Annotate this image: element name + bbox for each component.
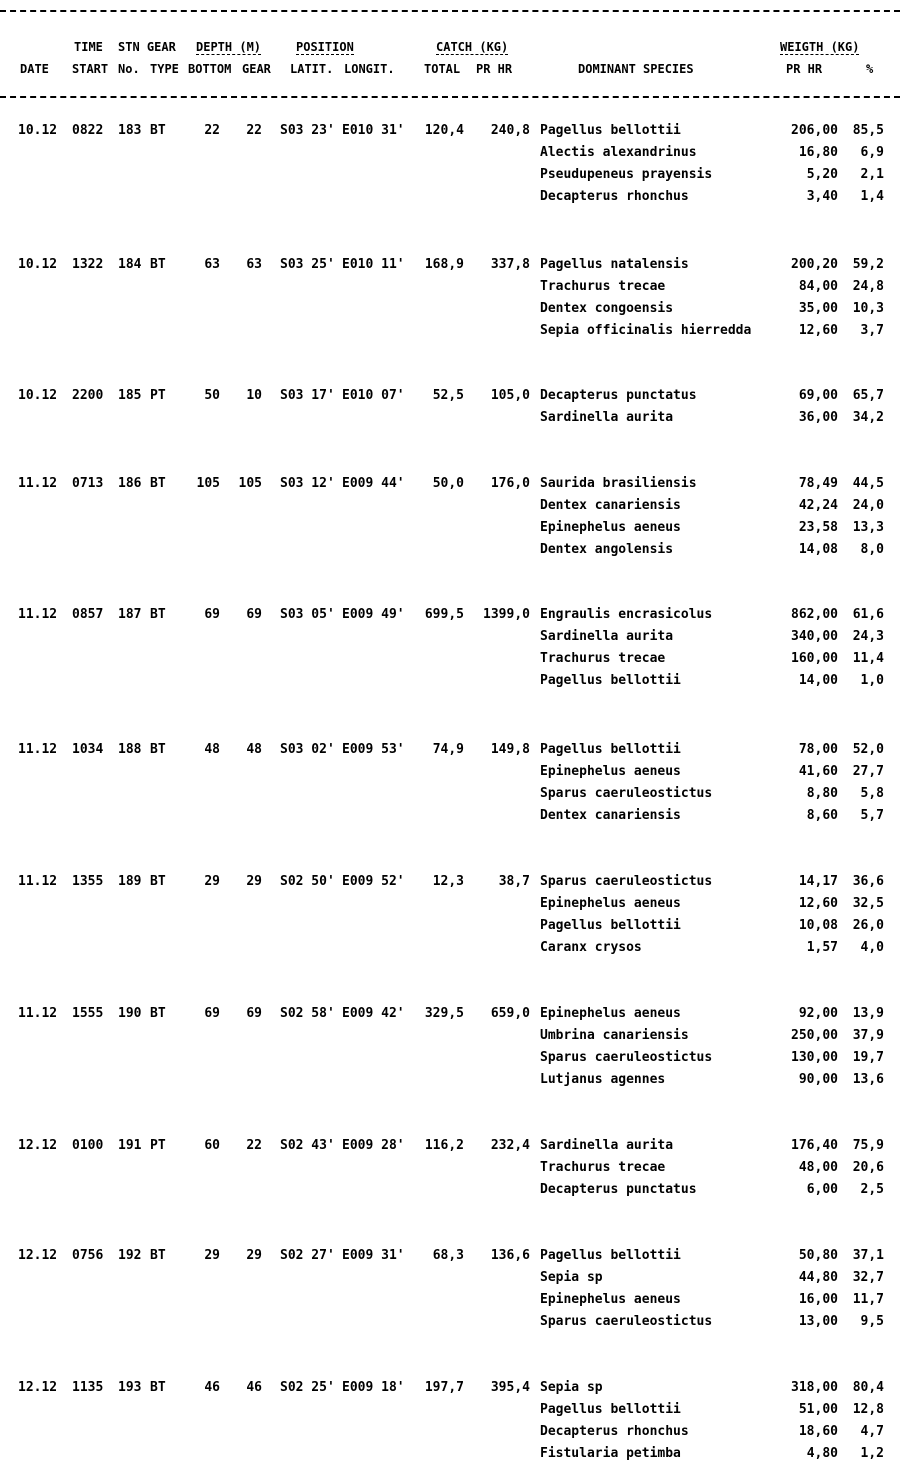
record-catch-prhr: 176,0	[490, 476, 530, 491]
record-latitude: S02 50'	[280, 874, 335, 889]
record-longitude: E009 52'	[342, 874, 405, 889]
species-weight-pct: 24,8	[852, 279, 884, 294]
record-time: 1322	[72, 257, 104, 272]
species-name: Sardinella aurita	[540, 629, 674, 644]
record-depth-gear: 29	[246, 874, 262, 889]
species-weight-pct: 6,9	[860, 145, 884, 160]
species-name: Dentex congoensis	[540, 301, 674, 316]
species-weight-prhr: 250,00	[791, 1028, 838, 1043]
record-time: 1135	[72, 1380, 104, 1395]
record-station-no: 184	[118, 257, 142, 272]
record-gear-type: BT	[150, 874, 166, 889]
species-weight-pct: 12,8	[852, 1402, 884, 1417]
record-catch-total: 52,5	[432, 388, 464, 403]
species-weight-pct: 80,4	[852, 1380, 884, 1395]
species-weight-prhr: 12,60	[798, 323, 838, 338]
species-name: Sepia sp	[540, 1380, 603, 1395]
species-name: Alectis alexandrinus	[540, 145, 697, 160]
record-latitude: S02 27'	[280, 1248, 335, 1263]
record-station-no: 187	[118, 607, 142, 622]
species-weight-pct: 13,6	[852, 1072, 884, 1087]
species-weight-pct: 20,6	[852, 1160, 884, 1175]
species-weight-prhr: 14,00	[798, 673, 838, 688]
species-weight-prhr: 78,49	[798, 476, 838, 491]
hdr-longit: LONGIT.	[344, 62, 395, 76]
record-gear-type: PT	[150, 388, 166, 403]
record-date: 11.12	[18, 742, 58, 757]
record-longitude: E009 42'	[342, 1006, 405, 1021]
record-latitude: S03 02'	[280, 742, 335, 757]
record-longitude: E009 18'	[342, 1380, 405, 1395]
species-weight-pct: 36,6	[852, 874, 884, 889]
record-time: 0756	[72, 1248, 104, 1263]
species-weight-pct: 13,3	[852, 520, 884, 535]
record-date: 11.12	[18, 476, 58, 491]
record-depth-bottom: 48	[204, 742, 220, 757]
hdr-catch: CATCH (KG)	[436, 40, 509, 54]
species-weight-prhr: 51,00	[798, 1402, 838, 1417]
record-latitude: S02 43'	[280, 1138, 335, 1153]
record-longitude: E009 53'	[342, 742, 405, 757]
species-name: Epinephelus aeneus	[540, 896, 681, 911]
species-weight-pct: 11,4	[852, 651, 884, 666]
species-weight-pct: 59,2	[852, 257, 884, 272]
record-catch-prhr: 105,0	[490, 388, 530, 403]
species-name: Dentex angolensis	[540, 542, 674, 557]
species-name: Pagellus bellottii	[540, 673, 681, 688]
record-depth-gear: 22	[246, 1138, 262, 1153]
species-name: Decapterus punctatus	[540, 1182, 697, 1197]
record-longitude: E010 11'	[342, 257, 405, 272]
hdr-position: POSITION	[296, 40, 354, 54]
species-weight-pct: 24,3	[852, 629, 884, 644]
record-station-no: 188	[118, 742, 142, 757]
record-latitude: S02 25'	[280, 1380, 335, 1395]
species-weight-prhr: 8,60	[806, 808, 838, 823]
species-weight-prhr: 69,00	[798, 388, 838, 403]
species-weight-prhr: 78,00	[798, 742, 838, 757]
record-depth-bottom: 105	[196, 476, 220, 491]
record-longitude: E009 31'	[342, 1248, 405, 1263]
species-weight-pct: 1,4	[860, 189, 884, 204]
species-weight-prhr: 176,40	[791, 1138, 838, 1153]
species-weight-pct: 4,0	[860, 940, 884, 955]
record-longitude: E010 07'	[342, 388, 405, 403]
species-weight-pct: 26,0	[852, 918, 884, 933]
species-name: Sardinella aurita	[540, 410, 674, 425]
record-depth-bottom: 69	[204, 607, 220, 622]
record-depth-gear: 69	[246, 1006, 262, 1021]
hdr-w-prhr: PR HR	[786, 62, 823, 76]
hdr-total: TOTAL	[424, 62, 461, 76]
species-weight-pct: 10,3	[852, 301, 884, 316]
record-gear-type: BT	[150, 123, 166, 138]
species-weight-prhr: 48,00	[798, 1160, 838, 1175]
species-name: Epinephelus aeneus	[540, 520, 681, 535]
record-depth-gear: 48	[246, 742, 262, 757]
species-weight-prhr: 5,20	[806, 167, 838, 182]
species-weight-pct: 9,5	[860, 1314, 884, 1329]
species-name: Pagellus bellottii	[540, 123, 681, 138]
record-depth-bottom: 50	[204, 388, 220, 403]
species-weight-prhr: 10,08	[798, 918, 838, 933]
species-name: Caranx crysos	[540, 940, 642, 955]
species-weight-prhr: 14,08	[798, 542, 838, 557]
species-weight-prhr: 13,00	[798, 1314, 838, 1329]
hdr-stn-gear: STN GEAR	[118, 40, 176, 54]
species-name: Sparus caeruleostictus	[540, 1314, 713, 1329]
species-name: Pagellus bellottii	[540, 918, 681, 933]
record-station-no: 191	[118, 1138, 142, 1153]
species-name: Decapterus rhonchus	[540, 189, 689, 204]
species-weight-prhr: 206,00	[791, 123, 838, 138]
species-name: Trachurus trecae	[540, 279, 666, 294]
record-depth-bottom: 29	[204, 1248, 220, 1263]
record-catch-prhr: 149,8	[490, 742, 530, 757]
species-weight-pct: 4,7	[860, 1424, 884, 1439]
record-date: 11.12	[18, 1006, 58, 1021]
record-date: 10.12	[18, 388, 58, 403]
hdr-depth: DEPTH (M)	[196, 40, 262, 54]
record-gear-type: BT	[150, 1380, 166, 1395]
species-name: Sepia officinalis hierredda	[540, 323, 752, 338]
species-name: Sparus caeruleostictus	[540, 1050, 713, 1065]
species-weight-prhr: 36,00	[798, 410, 838, 425]
species-weight-pct: 2,5	[860, 1182, 884, 1197]
species-weight-prhr: 16,80	[798, 145, 838, 160]
record-longitude: E009 44'	[342, 476, 405, 491]
record-date: 12.12	[18, 1380, 58, 1395]
record-gear-type: BT	[150, 257, 166, 272]
species-weight-pct: 5,7	[860, 808, 884, 823]
record-station-no: 185	[118, 388, 142, 403]
species-name: Epinephelus aeneus	[540, 1006, 681, 1021]
species-name: Pagellus bellottii	[540, 1402, 681, 1417]
record-depth-gear: 29	[246, 1248, 262, 1263]
species-weight-pct: 11,7	[852, 1292, 884, 1307]
hdr-latit: LATIT.	[290, 62, 334, 76]
species-weight-prhr: 84,00	[798, 279, 838, 294]
hdr-type: TYPE	[150, 62, 179, 76]
record-catch-total: 12,3	[432, 874, 464, 889]
record-catch-total: 74,9	[432, 742, 464, 757]
hdr-prhr: PR HR	[476, 62, 513, 76]
species-name: Umbrina canariensis	[540, 1028, 689, 1043]
species-weight-pct: 13,9	[852, 1006, 884, 1021]
top-rule	[0, 10, 900, 12]
species-weight-pct: 3,7	[860, 323, 884, 338]
record-date: 10.12	[18, 123, 58, 138]
record-station-no: 186	[118, 476, 142, 491]
record-gear-type: BT	[150, 1248, 166, 1263]
species-weight-pct: 75,9	[852, 1138, 884, 1153]
species-weight-prhr: 90,00	[798, 1072, 838, 1087]
species-name: Lutjanus agennes	[540, 1072, 666, 1087]
record-catch-total: 116,2	[424, 1138, 464, 1153]
record-latitude: S03 12'	[280, 476, 335, 491]
record-depth-gear: 22	[246, 123, 262, 138]
species-name: Fistularia petimba	[540, 1446, 681, 1461]
species-name: Trachurus trecae	[540, 651, 666, 666]
record-station-no: 189	[118, 874, 142, 889]
record-catch-prhr: 232,4	[490, 1138, 530, 1153]
record-gear-type: PT	[150, 1138, 166, 1153]
species-name: Trachurus trecae	[540, 1160, 666, 1175]
species-weight-pct: 2,1	[860, 167, 884, 182]
record-depth-gear: 105	[238, 476, 262, 491]
record-gear-type: BT	[150, 1006, 166, 1021]
species-weight-pct: 85,5	[852, 123, 884, 138]
record-latitude: S02 58'	[280, 1006, 335, 1021]
species-name: Dentex canariensis	[540, 498, 681, 513]
record-catch-prhr: 659,0	[490, 1006, 530, 1021]
record-time: 0857	[72, 607, 104, 622]
record-depth-gear: 63	[246, 257, 262, 272]
hdr-start: START	[72, 62, 109, 76]
hdr-time: TIME	[74, 40, 103, 54]
species-weight-prhr: 862,00	[791, 607, 838, 622]
species-weight-pct: 27,7	[852, 764, 884, 779]
record-longitude: E010 31'	[342, 123, 405, 138]
species-weight-prhr: 35,00	[798, 301, 838, 316]
species-weight-prhr: 1,57	[806, 940, 838, 955]
record-time: 0100	[72, 1138, 104, 1153]
species-weight-pct: 37,9	[852, 1028, 884, 1043]
record-depth-gear: 46	[246, 1380, 262, 1395]
species-weight-pct: 19,7	[852, 1050, 884, 1065]
record-depth-bottom: 69	[204, 1006, 220, 1021]
record-catch-total: 197,7	[424, 1380, 464, 1395]
species-weight-pct: 8,0	[860, 542, 884, 557]
species-weight-prhr: 130,00	[791, 1050, 838, 1065]
record-catch-prhr: 1399,0	[483, 607, 530, 622]
species-weight-prhr: 92,00	[798, 1006, 838, 1021]
record-depth-bottom: 46	[204, 1380, 220, 1395]
record-time: 2200	[72, 388, 104, 403]
species-weight-pct: 65,7	[852, 388, 884, 403]
hdr-pct: %	[866, 62, 874, 76]
record-depth-bottom: 22	[204, 123, 220, 138]
record-depth-bottom: 63	[204, 257, 220, 272]
species-weight-prhr: 3,40	[806, 189, 838, 204]
record-gear-type: BT	[150, 607, 166, 622]
record-depth-gear: 10	[246, 388, 262, 403]
record-catch-prhr: 337,8	[490, 257, 530, 272]
species-weight-prhr: 12,60	[798, 896, 838, 911]
record-gear-type: BT	[150, 742, 166, 757]
species-weight-prhr: 14,17	[798, 874, 838, 889]
record-catch-prhr: 38,7	[498, 874, 530, 889]
record-longitude: E009 28'	[342, 1138, 405, 1153]
record-time: 1034	[72, 742, 104, 757]
record-catch-prhr: 395,4	[490, 1380, 530, 1395]
species-name: Epinephelus aeneus	[540, 1292, 681, 1307]
record-catch-total: 329,5	[424, 1006, 464, 1021]
header-rule	[0, 96, 900, 98]
species-weight-pct: 32,7	[852, 1270, 884, 1285]
record-latitude: S03 05'	[280, 607, 335, 622]
species-weight-prhr: 160,00	[791, 651, 838, 666]
record-latitude: S03 17'	[280, 388, 335, 403]
species-name: Sparus caeruleostictus	[540, 874, 713, 889]
record-depth-bottom: 29	[204, 874, 220, 889]
record-latitude: S03 25'	[280, 257, 335, 272]
species-name: Engraulis encrasicolus	[540, 607, 713, 622]
species-name: Pagellus bellottii	[540, 1248, 681, 1263]
species-weight-pct: 24,0	[852, 498, 884, 513]
record-catch-total: 68,3	[432, 1248, 464, 1263]
record-catch-total: 699,5	[424, 607, 464, 622]
species-weight-pct: 44,5	[852, 476, 884, 491]
record-station-no: 193	[118, 1380, 142, 1395]
record-longitude: E009 49'	[342, 607, 405, 622]
record-date: 12.12	[18, 1248, 58, 1263]
species-weight-prhr: 6,00	[806, 1182, 838, 1197]
species-weight-pct: 34,2	[852, 410, 884, 425]
record-latitude: S03 23'	[280, 123, 335, 138]
record-time: 0822	[72, 123, 104, 138]
species-name: Pagellus natalensis	[540, 257, 689, 272]
species-weight-pct: 32,5	[852, 896, 884, 911]
species-name: Decapterus rhonchus	[540, 1424, 689, 1439]
species-weight-prhr: 340,00	[791, 629, 838, 644]
hdr-no: No.	[118, 62, 140, 76]
species-name: Sepia sp	[540, 1270, 603, 1285]
species-name: Saurida brasiliensis	[540, 476, 697, 491]
record-station-no: 190	[118, 1006, 142, 1021]
species-weight-prhr: 16,00	[798, 1292, 838, 1307]
record-catch-total: 168,9	[424, 257, 464, 272]
species-weight-prhr: 200,20	[791, 257, 838, 272]
record-catch-prhr: 136,6	[490, 1248, 530, 1263]
species-weight-prhr: 318,00	[791, 1380, 838, 1395]
species-weight-pct: 5,8	[860, 786, 884, 801]
record-catch-total: 120,4	[424, 123, 464, 138]
species-weight-prhr: 41,60	[798, 764, 838, 779]
record-station-no: 192	[118, 1248, 142, 1263]
species-name: Epinephelus aeneus	[540, 764, 681, 779]
record-time: 0713	[72, 476, 104, 491]
record-date: 11.12	[18, 607, 58, 622]
species-name: Decapterus punctatus	[540, 388, 697, 403]
species-weight-prhr: 8,80	[806, 786, 838, 801]
record-time: 1355	[72, 874, 104, 889]
record-time: 1555	[72, 1006, 104, 1021]
record-date: 11.12	[18, 874, 58, 889]
species-weight-pct: 37,1	[852, 1248, 884, 1263]
record-gear-type: BT	[150, 476, 166, 491]
species-name: Dentex canariensis	[540, 808, 681, 823]
hdr-dominant: DOMINANT SPECIES	[578, 62, 694, 76]
hdr-gear: GEAR	[242, 62, 271, 76]
species-weight-pct: 1,2	[860, 1446, 884, 1461]
record-catch-prhr: 240,8	[490, 123, 530, 138]
record-catch-total: 50,0	[432, 476, 464, 491]
record-date: 12.12	[18, 1138, 58, 1153]
record-date: 10.12	[18, 257, 58, 272]
hdr-date: DATE	[20, 62, 49, 76]
species-name: Sparus caeruleostictus	[540, 786, 713, 801]
hdr-weight: WEIGTH (KG)	[780, 40, 860, 54]
species-weight-prhr: 18,60	[798, 1424, 838, 1439]
species-weight-prhr: 4,80	[806, 1446, 838, 1461]
species-name: Sardinella aurita	[540, 1138, 674, 1153]
record-depth-bottom: 60	[204, 1138, 220, 1153]
species-name: Pagellus bellottii	[540, 742, 681, 757]
species-name: Pseudupeneus prayensis	[540, 167, 713, 182]
species-weight-pct: 52,0	[852, 742, 884, 757]
record-depth-gear: 69	[246, 607, 262, 622]
species-weight-prhr: 42,24	[798, 498, 838, 513]
species-weight-prhr: 50,80	[798, 1248, 838, 1263]
record-station-no: 183	[118, 123, 142, 138]
species-weight-pct: 1,0	[860, 673, 884, 688]
hdr-bottom: BOTTOM	[188, 62, 232, 76]
species-weight-pct: 61,6	[852, 607, 884, 622]
species-weight-prhr: 44,80	[798, 1270, 838, 1285]
species-weight-prhr: 23,58	[798, 520, 838, 535]
